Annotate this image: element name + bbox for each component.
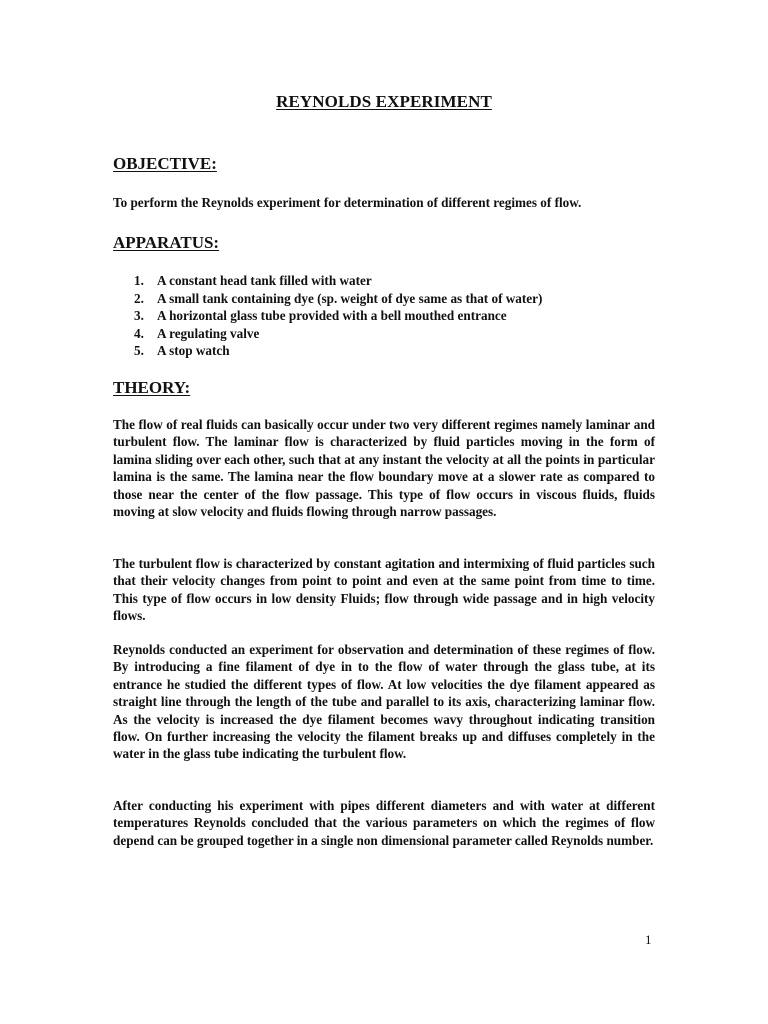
document-title: REYNOLDS EXPERIMENT bbox=[276, 92, 492, 111]
list-item: 4. A regulating valve bbox=[134, 325, 260, 341]
list-item: 5. A stop watch bbox=[134, 343, 230, 358]
theory-paragraph-2: The turbulent flow is characterized by constant agitation and intermixing of fluid particles such that their velocity changes from point to point and even at the same point from time to time. This type of flow occurs in low density Fluids; flow through wide passage and in high velocity flows. bbox=[113, 556, 655, 624]
objective-heading: OBJECTIVE: bbox=[113, 154, 217, 173]
apparatus-heading: APPARATUS: bbox=[113, 233, 220, 252]
page-number: 1 bbox=[645, 932, 652, 947]
theory-heading: THEORY: bbox=[113, 378, 191, 397]
theory-paragraph-1: The flow of real fluids can basically occur under two very different regimes namely laminar and turbulent flow. The laminar flow is characterized by fluid particles moving in the form of lamina sliding over each other, such that at any instant the velocity at all the points in particular lamina is the same. The lamina near the flow boundary move at a slower rate as compared to those near the center of the flow passage. This type of flow occurs in viscous fluids, fluids moving at slow velocity and fluids flowing through narrow passages. bbox=[113, 417, 655, 520]
list-item: 1. A constant head tank filled with water bbox=[134, 273, 372, 288]
objective-text: To perform the Reynolds experiment for determination of different regimes of flow. bbox=[113, 195, 582, 210]
list-item: 2. A small tank containing dye (sp. weight of dye same as that of water) bbox=[134, 290, 543, 306]
apparatus-list bbox=[113, 272, 542, 360]
theory-paragraph-4: After conducting his experiment with pipes different diameters and with water at different temperatures Reynolds concluded that the various parameters on which the regimes of flow depend can be grouped together in a single non dimensional parameter called Reynolds number. bbox=[113, 798, 655, 848]
list-item: 3. A horizontal glass tube provided with a bell mouthed entrance bbox=[134, 308, 507, 323]
theory-paragraph-3: Reynolds conducted an experiment for observation and determination of these regimes of flow. By introducing a fine filament of dye in to the flow of water through the glass tube, at its entrance he studied the different types of flow. At low velocities the dye filament appeared as straight line through the length of the tube and parallel to its axis, characterizing laminar flow. As the velocity is increased the dye filament becomes wavy throughout indicating transition flow. On further increasing the velocity the filament breaks up and diffuses completely in the water in the glass tube indicating the turbulent flow. bbox=[113, 642, 655, 762]
